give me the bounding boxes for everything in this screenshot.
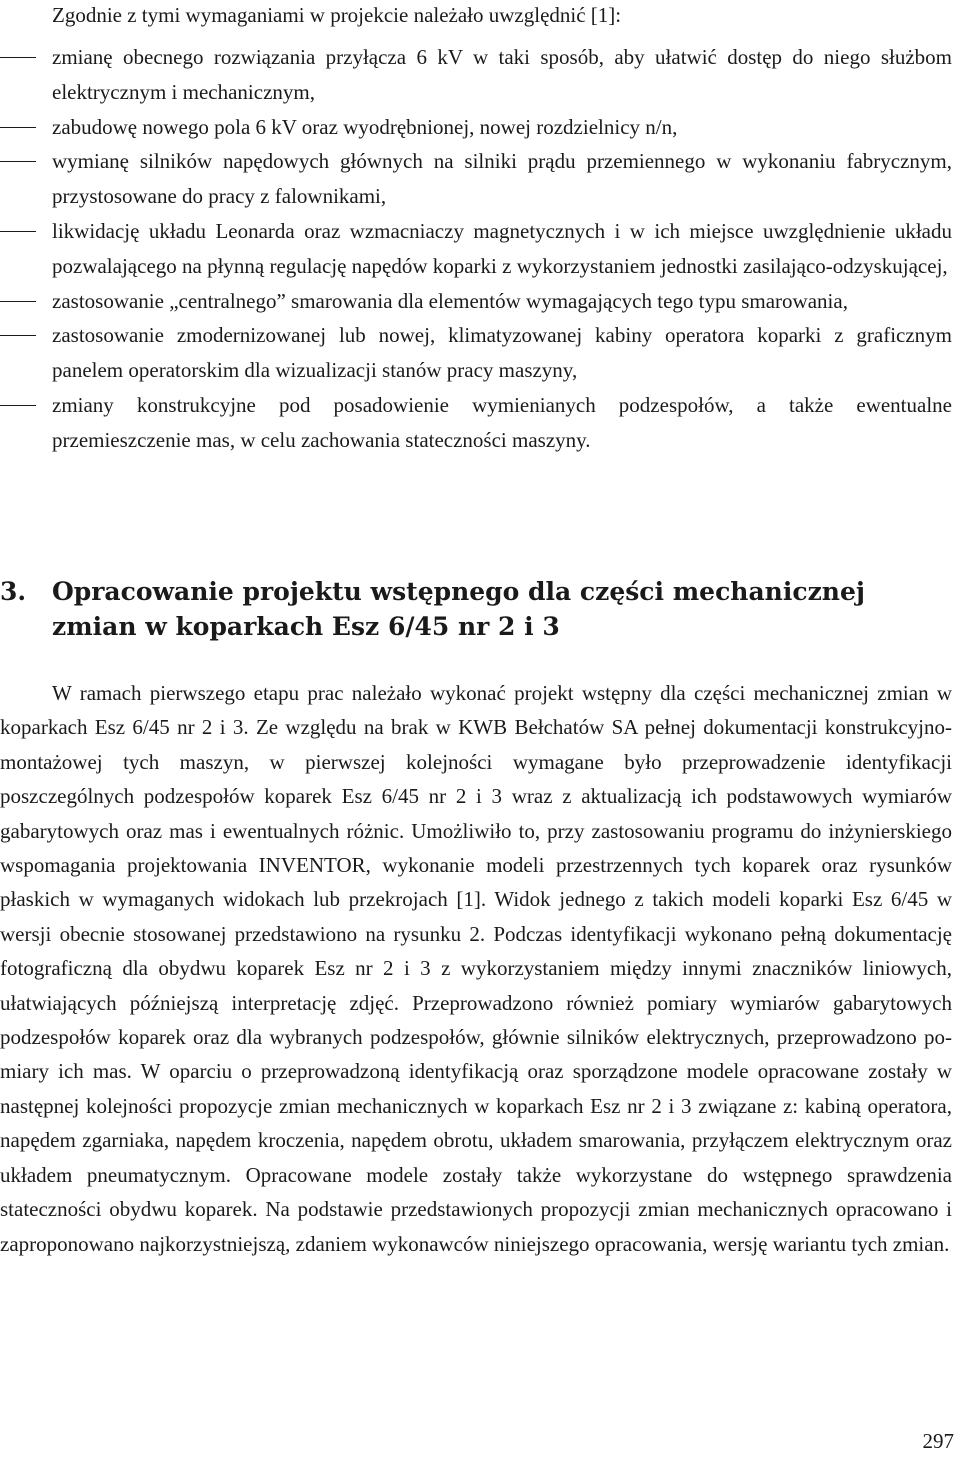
dash-bullet-icon [0,231,36,232]
dash-bullet-icon [0,335,36,336]
list-item [0,144,960,214]
dash-bullet-icon [0,127,36,128]
list-item [0,318,960,388]
list-item [0,284,960,319]
section-heading [0,574,960,644]
list-item-text: zmiany konstrukcyjne pod posadowienie wymienianych podzespołów, a także ewentualne przemieszczenie mas, w celu zachowania stateczności maszyny. [52,392,952,452]
intro-sentence: Zgodnie z tymi wymaganiami w projekcie należało uwzględnić [1]: [52,3,622,27]
section-title: Opracowanie projektu wstępnego dla części mechanicznej zmian w koparkach Esz 6/45 nr 2 i 3 [52,577,865,641]
list-item [0,214,960,284]
list-item [0,388,960,458]
body-paragraph: W ramach pierwszego etapu prac należało wykonać projekt wstępny dla części mechanicznej zmian w koparkach Esz 6/45 nr 2 i 3. Ze względu na brak w KWB Bełchatów SA pełnej dokumentacji konstrukcyjno-montażowej tych maszyn, w pierwszej kolejności wymagane było przeprowadzenie identyfikacji poszczególnych podzespołów koparek Esz 6/45 nr 2 i 3 wraz z aktualizacją ich podstawowych wymiarów gabarytowych oraz mas i ewentualnych różnic. Umożliwiło to, przy zastosowaniu programu do inżynierskiego wspomagania projektowania INVENTOR, wykonanie modeli przestrzennych tych koparek oraz rysunków płaskich w wymaganych widokach lub przekrojach [1]. Widok jednego z takich modeli koparki Esz 6/45 w wersji obecnie stosowanej przedstawiono na rysunku 2. Podczas identyfikacji wykonano pełną dokumentację fotograficzną dla obydwu koparek Esz nr 2 i 3 z wykorzystaniem między innymi znaczników liniowych, ułatwiających późniejszą interpretację zdjęć. Przeprowadzono również pomiary wymiarów gabarytowych podzespołów koparek oraz dla wybranych podzespołów, głównie silników elektrycznych, przeprowadzono pomiary ich mas. W oparciu o przeprowadzoną identyfikacją oraz sporządzone modele opracowane zostały w następnej kolejności propozycje zmian mechanicznych w koparkach Esz nr 2 i 3 związane z: kabiną operatora, napędem zgarniaka, napędem kroczenia, napędem obrotu, układem smarowania, przyłączem elektrycznym oraz układem pneumatycznym. Opracowane modele zostały także wykorzystane do wstępnego sprawdzenia stateczności obydwu koparek. Na podstawie przedstawionych propozycji zmian mechanicznych opracowano i zaproponowano najkorzystniejszą, zdaniem wykonawców niniejszego opracowania, wersję wariantu tych zmian. [0,681,952,1256]
list-item-text: zmianę obecnego rozwiązania przyłącza 6 kV w taki sposób, aby ułatwić dostęp do niego służbom elektrycznym i mechanicznym, [52,45,952,104]
dash-bullet-icon [0,57,36,58]
list-item-text: likwidację układu Leonarda oraz wzmacniaczy magnetycznych i w ich miejsce uwzględnienie układu pozwalającego na płynną regulację napędów koparki z wykorzystaniem jednostki zasilająco-odzyskującej, [52,218,952,278]
list-item-text: zastosowanie „centralnego” smarowania dla elementów wymagających tego typu smarowania, [52,288,848,313]
list-item [0,40,960,110]
list-item [0,110,960,145]
dash-bullet-icon [0,405,36,406]
list-item-text: zabudowę nowego pola 6 kV oraz wyodrębnionej, nowej rozdzielnicy n/n, [52,114,678,139]
list-item-text: wymianę silników napędowych głównych na silniki prądu przemiennego w wykonaniu fabrycznym, przystosowane do pracy z falownikami, [52,149,952,209]
dash-bullet-icon [0,161,36,162]
dash-bullet-icon [0,301,36,302]
section-number: 3. [0,577,27,606]
page-number: 297 [922,1429,954,1453]
list-item-text: zastosowanie zmodernizowanej lub nowej, klimatyzowanej kabiny operatora koparki z graficznym panelem operatorskim dla wizualizacji stanów pracy maszyny, [52,323,952,383]
requirements-list [0,40,960,458]
